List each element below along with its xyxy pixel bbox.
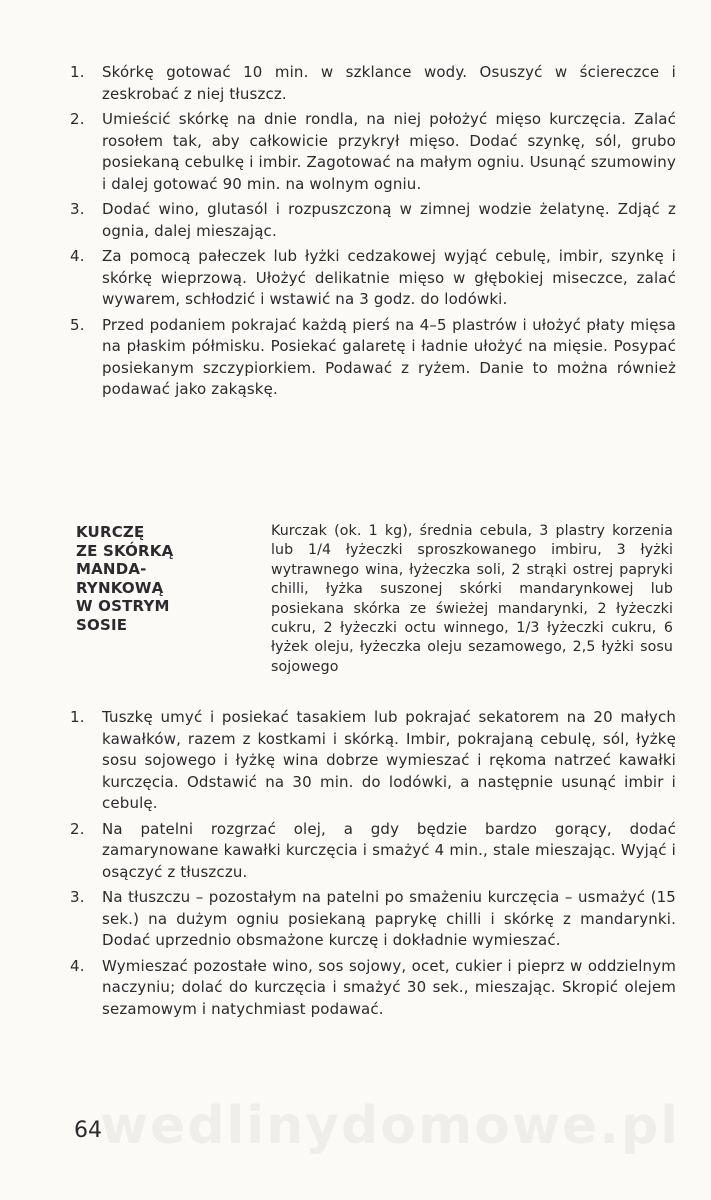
step-text: Na patelni rozgrzać olej, a gdy będzie bardzo gorący, dodać zamarynowane kawałki kurczęcia i smażyć 4 min., stale mieszając. Wyjąć i osączyć z tłuszczu. — [102, 819, 676, 881]
step-text: Za pomocą pałeczek lub łyżki cedzakowej wyjąć cebulę, imbir, szynkę i skórkę wieprzową. Ułożyć delikatnie mięso w głębokiej miseczce, zalać wywarem, schłodzić i wstawić na 3 godz. do lodówki. — [102, 247, 676, 308]
recipe-title-line: RYNKOWĄ — [76, 578, 164, 597]
list-item — [70, 199, 676, 242]
watermark: wedlinydomowe.pl — [99, 1096, 680, 1156]
step-text: Na tłuszczu – pozostałym na patelni po smażeniu kurczęcia – usmażyć (15 sek.) na dużym ogniu posiekaną paprykę chilli i skórkę z mandarynki. Dodać uprzednio obsmażone kurczę i dokładnie wymieszać. — [102, 888, 676, 949]
step-number: 2. — [70, 819, 85, 838]
list-item — [70, 956, 676, 1021]
recipe-title-line: ZE SKÓRKĄ — [76, 541, 174, 560]
ingredients-paragraph: Kurczak (ok. 1 kg), średnia cebula, 3 plastry korzenia lub 1/4 łyżeczki sproszkowanego imbiru, 3 łyżki wytrawnego wina, łyżeczka soli, 2 strąki ostrej papryki chilli, łyżka suszonej skórki mandarynkowej lub posiekana skórka ze świeżej mandarynki, 2 łyżeczki cukru, 2 łyżeczki octu winnego, 1/3 łyżeczki cukru, 6 łyżek oleju, łyżeczka oleju sezamowego, 2,5 łyżki sosu sojowego — [271, 523, 673, 675]
recipe-title-line: W OSTRYM — [76, 597, 170, 615]
instructions-list-2 — [70, 707, 676, 1024]
recipe-title — [76, 523, 266, 634]
step-text: Umieścić skórkę na dnie rondla, na niej położyć mięso kurczęcia. Zalać rosołem tak, aby całkowicie przykrył mięso. Dodać szynkę, sól, grubo posiekaną cebulkę i imbir. Zagotować na małym ogniu. Usunąć szumowiny i dalej gotować 90 min. na wolnym ogniu. — [102, 110, 676, 193]
list-item — [70, 109, 676, 195]
step-number: 4. — [70, 247, 85, 265]
step-number: 3. — [70, 200, 85, 218]
list-item — [70, 246, 676, 311]
step-number: 2. — [70, 110, 85, 128]
step-number: 1. — [70, 63, 85, 81]
step-text: Przed podaniem pokrajać każdą pierś na 4–5 plastrów i ułożyć płaty mięsa na płaskim półmisku. Posiekać galaretę i ładnie ułożyć na mięsie. Posypać posiekanym szczypiorkiem. Podawać z ryżem. Danie to można również podawać jako zakąskę. — [102, 315, 676, 398]
list-item — [70, 887, 676, 952]
step-number: 5. — [70, 315, 85, 334]
instructions-list-1 — [70, 62, 676, 405]
step-number: 1. — [70, 708, 85, 726]
step-text: Skórkę gotować 10 min. w szklance wody. Osuszyć w ściereczce i zeskrobać z niej tłuszcz. — [102, 63, 676, 103]
recipe-title-line: KURCZĘ — [76, 523, 145, 541]
recipe-title-line: SOSIE — [76, 615, 128, 634]
recipe-title-line: MANDA- — [76, 560, 147, 578]
step-text: Dodać wino, glutasól i rozpuszczoną w zimnej wodzie żelatynę. Zdjąć z ognia, dalej mieszając. — [102, 200, 676, 240]
list-item — [70, 62, 676, 105]
step-number: 3. — [70, 888, 85, 906]
list-item — [70, 819, 676, 884]
step-text: Wymieszać pozostałe wino, sos sojowy, ocet, cukier i pieprz w oddzielnym naczyniu; dolać do kurczęcia i smażyć 30 sek., mieszając. Skropić olejem sezamowym i natychmiast podawać. — [102, 956, 676, 1018]
page-number: 64 — [74, 1118, 102, 1143]
list-item — [70, 315, 676, 401]
step-text: Tuszkę umyć i posiekać tasakiem lub pokrajać sekatorem na 20 małych kawałków, razem z kostkami i skórką. Imbir, pokrajaną cebulę, sól, łyżkę sosu sojowego i łyżkę wina dobrze wymieszać i rękoma natrzeć kawałki kurczęcia. Odstawić na 30 min. do lodówki, a następnie usunąć imbir i cebulę. — [102, 708, 676, 812]
list-item — [70, 707, 676, 815]
step-number: 4. — [70, 956, 85, 975]
